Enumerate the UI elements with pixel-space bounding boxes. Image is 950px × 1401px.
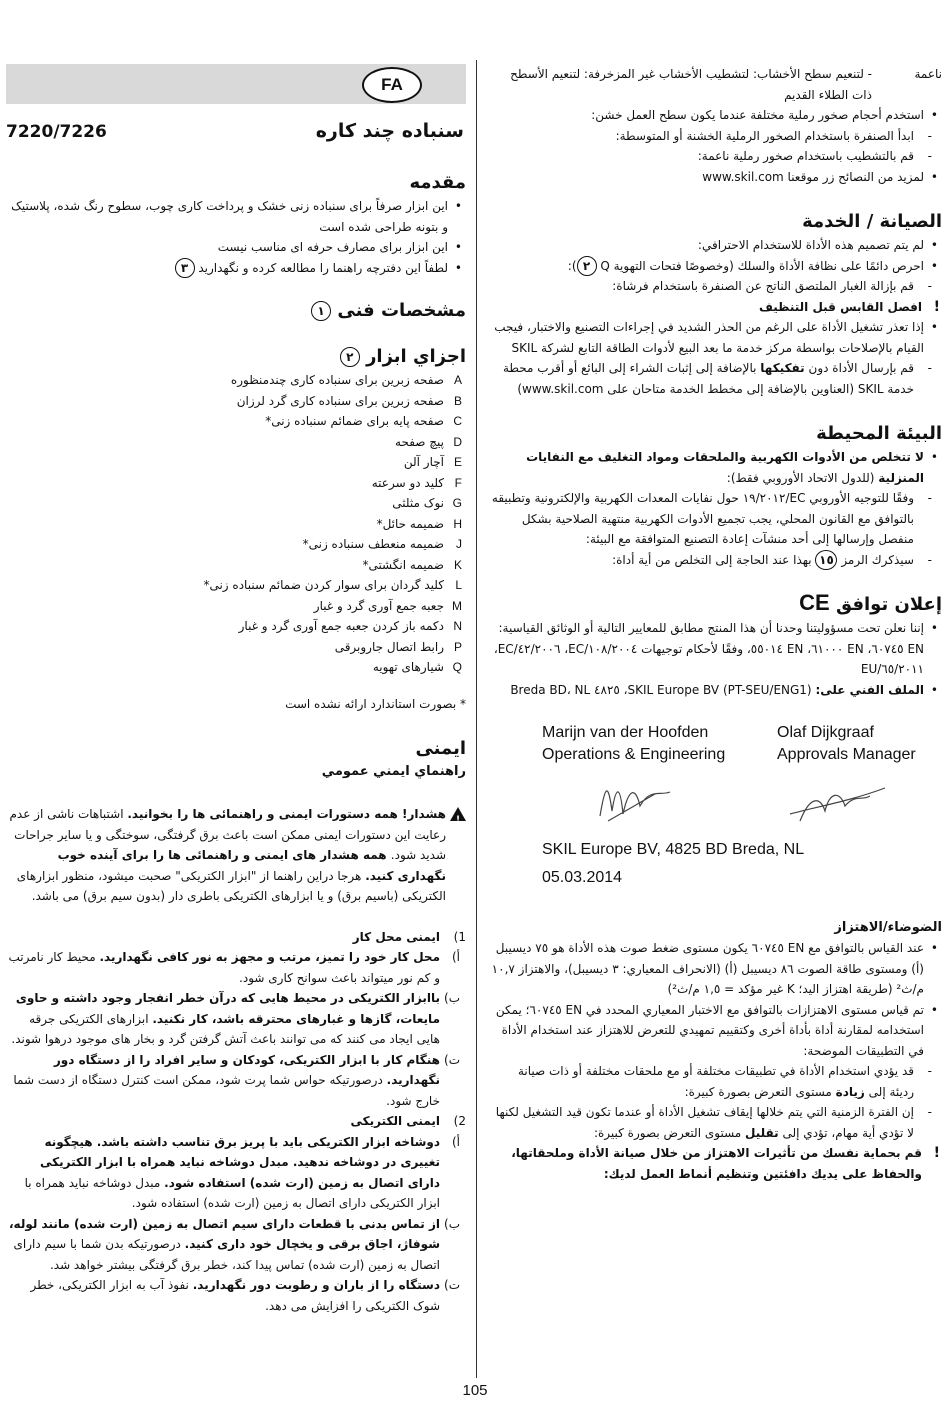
- part-item: [6, 596, 466, 617]
- figure-ref-2: ٢: [577, 256, 597, 276]
- part-label: کلید دو سرعته: [371, 475, 444, 490]
- safety-rule: أ) محل کار خود را تمیز، مرتب و مجهز به نور کافی نگهدارید. محیط کار نامرتب و کم نور میتواند باعث سوانح کاری شود.: [8, 950, 460, 985]
- part-letter: G: [452, 496, 462, 510]
- list-item: - قد يؤدي استخدام الأداة في تطبيقات مختلفة أو مع ملحقات مختلفة أو ذات صيانة رديئة إلى زيادة مستوى التعرض بصورة كبيرة:: [490, 1061, 914, 1102]
- part-letter: K: [453, 557, 462, 572]
- part-item: [6, 370, 466, 391]
- part-letter: M: [452, 598, 462, 613]
- part-item: [6, 493, 466, 514]
- signatory-1-role: Operations & Engineering: [542, 746, 726, 763]
- part-label: صفحه زبرین برای سنباده کاری گرد لرزان: [236, 393, 444, 408]
- list-item: • إذا تعذر تشغيل الأداة على الرغم من الحذر الشديد في إجراءات التصنيع والاختبار، فيجب القيام بالإصلاحات بواسطة مركز خدمة ما بعد البيع لأدوات الطاقة التابع لشركة SKIL: [490, 317, 924, 358]
- part-letter: C: [453, 414, 462, 428]
- work-area-section: 1) ایمنی محل کار: [352, 929, 466, 944]
- column-divider: [476, 60, 477, 1378]
- part-letter: B: [453, 393, 462, 408]
- safety-rule: ت) دستگاه را از باران و رطوبت دور نگهدارید. نفوذ آب به ابزار الکتریکی، خطر شوک الکتریکی را افزایش می دهد.: [30, 1278, 460, 1313]
- part-item: [6, 452, 466, 473]
- left-column: [6, 170, 466, 1316]
- part-label: ضمیمه انگشتی*: [362, 557, 444, 572]
- finish-label: ناعمة: [914, 67, 942, 81]
- company-address: SKIL Europe BV, 4825 BD Breda, NL: [542, 841, 805, 858]
- page-title: سنباده چند کاره: [315, 120, 464, 142]
- list-item: - وفقًا للتوجيه الأوروبي EC/١٩/٢٠١٢ حول نفايات المعدات الكهربية والإلكترونية وتطبيقه بالتوافق مع القانون المحلي، يجب تجميع الأدوات الكهربية منتهية الصلاحية بشكل منفصل وإرسالها إلى أحد منشآت إعادة التصنيع المتوافقة مع البيئة:: [490, 488, 914, 550]
- part-letter: N: [453, 619, 462, 633]
- part-label: ضمیمه منعطف سنباده زنی*: [302, 537, 444, 551]
- signatures: [490, 766, 942, 836]
- signatory-1-name: Marijn van der Hoofden: [542, 724, 709, 741]
- part-item: [6, 575, 466, 596]
- list-item: - سيذكرك الرمز ١٥ بهذا عند الحاجة إلى التخلص من أية أداة:: [490, 550, 914, 571]
- part-letter: Q: [452, 660, 462, 674]
- signatory-2-role: Approvals Manager: [777, 746, 916, 763]
- list-item: [6, 258, 448, 279]
- part-item: [6, 514, 466, 535]
- conformity-heading: إعلان توافق CE: [799, 590, 942, 615]
- part-item: [6, 391, 466, 412]
- part-letter: E: [453, 455, 462, 469]
- electrical-section: 2) ایمنی الکتریکی: [350, 1114, 466, 1128]
- electrical-items: [6, 1132, 466, 1317]
- work-area-items: [6, 947, 466, 1111]
- part-item: [6, 555, 466, 576]
- list-item: • لمزيد من النصائح زر موقعنا www.skil.com: [490, 167, 924, 188]
- part-letter: A: [453, 373, 462, 387]
- list-item: • لم يتم تصميم هذه الأداة للاستخدام الاحترافي:: [490, 235, 924, 256]
- signatories: [490, 722, 942, 766]
- part-letter: P: [453, 639, 462, 654]
- list-item: • استخدم أحجام صخور رملية مختلفة عندما يكون سطح العمل خشن:: [490, 105, 924, 126]
- figure-ref-2: ٢: [340, 347, 360, 367]
- part-label: رابط اتصال جاروبرقی: [334, 639, 444, 654]
- page-number: 105: [462, 1382, 488, 1399]
- parts-heading: اجزاي ابزار ٢: [6, 344, 466, 370]
- part-item: [6, 534, 466, 555]
- declaration-date: 05.03.2014: [542, 869, 623, 886]
- list-item: • تم قياس مستوى الاهتزازات بالتوافق مع الاختبار المعياري المحدد في EN ٦٠٧٤٥؛ يمكن استخدامه لمقارنة أداة بأداة أخرى وكتقييم تمهيدي للتعرض للاهتزاز عند استخدام الأداة في التطبيقات الموضحة:: [490, 1000, 924, 1062]
- part-item: [6, 637, 466, 658]
- finish-list: [490, 105, 942, 126]
- signature-2-icon: [790, 788, 885, 821]
- list-item: • احرص دائمًا على نظافة الأداة والسلك (وخصوصًا فتحات التهوية Q ٢):: [490, 256, 924, 277]
- specs-heading: مشخصات فنی ١: [6, 298, 466, 324]
- warning-triangle-icon: !: [450, 807, 466, 821]
- part-item: [6, 411, 466, 432]
- part-item: [6, 473, 466, 494]
- intro-read-manual: لطفاً این دفترچه راهنما را مطالعه کرده و نگهدارید: [198, 260, 448, 275]
- list-item: • این ابزار صرفاً برای سنباده زنی خشک و پرداخت کاری چوب، سطوح رنگ شده، پلاستیک و بتونه طراحی شده است: [6, 196, 448, 237]
- part-label: کلید گردان برای سوار کردن ضمائم سنباده زنی*: [203, 578, 444, 592]
- parts-list: [6, 370, 466, 678]
- model-number: 7220/7226: [6, 122, 107, 142]
- finish-row: [490, 64, 942, 105]
- part-label: نوک مثلثی: [392, 496, 444, 510]
- ce-mark-icon: CE: [799, 590, 830, 615]
- list-item: • عند القياس بالتوافق مع EN ٦٠٧٤٥ يكون مستوى ضغط صوت هذه الأداة هو ٧٥ ديسيبل (أ) ومستوى طاقة الصوت ٨٦ ديسيبل (أ) (الانحراف المعياري: ٣ ديسيبل)، والاهتزاز ١٠,٧ م/ث² (طريقة اهتزاز اليد؛ K غير مؤكد = ١,٥ م/ث²): [490, 938, 924, 1000]
- vibration-warning: ! قم بحماية نفسك من تأثيرات الاهتزاز من خلال صيانة الأداة وملحقاتها، والحفاظ على يديك دافئتين وتنظيم أنماط العمل لديك:: [490, 1143, 942, 1184]
- list-item: - قم بالتشطيب باستخدام صخور رملية ناعمة:: [490, 146, 914, 167]
- list-item: - إن الفترة الزمنية التي يتم خلالها إيقاف تشغيل الأداة أو عندما تكون قيد التشغيل لكنها لا تؤدي أية مهام، تؤدي إلى تقليل مستوى التعرض بصورة كبيرة:: [490, 1102, 914, 1143]
- part-item: [6, 616, 466, 637]
- part-label: صفحه پایه برای ضمائم سنباده زنی*: [265, 414, 444, 428]
- intro-list: [6, 196, 466, 278]
- list-item: - قم بإزالة الغبار الملتصق الناتج عن الصنفرة باستخدام فرشاة:: [490, 276, 914, 297]
- safety-heading: ایمنی: [415, 738, 466, 759]
- signatory-2-name: Olaf Dijkgraaf: [777, 724, 874, 741]
- language-badge: FA: [362, 67, 422, 103]
- unplug-warning: ! افصل القابس قبل التنظيف: [490, 297, 942, 318]
- part-letter: F: [454, 475, 462, 490]
- service-heading: الصيانة / الخدمة: [802, 211, 942, 232]
- noise-heading: الضوضاء/الاهتزاز: [834, 920, 942, 935]
- safety-rule: أ) دوشاخه ابزار الکتریکی باید با پریز برق تناسب داشته باشد. هیچگونه تغییری در دوشاخه ندهید. مبدل دوشاخه نباید همراه با ابزار الکتریکی دارای اتصال به زمین (ارت شده) استفاده شود. مبدل دوشاخه نباید همراه با ابزار الکتریکی دارای اتصال به زمین (ارت شده) استفاده شود.: [24, 1134, 460, 1210]
- part-label: پیچ صفحه: [395, 434, 444, 449]
- part-letter: D: [453, 434, 462, 449]
- part-item: [6, 657, 466, 678]
- safety-rule: ب) باابزار الکتریکی در محیط هایی که درآن خطر انفجار وجود داشته و حاوی مایعات، گازها و غبارهای محترقه باشد، کار نکنید. ابزارهای الکتریکی جرقه هایی ایجاد می کنند که می توانند باعث آتش گرفتن گرد و بخار های موجود درهوا شوند.: [11, 991, 460, 1046]
- part-label: شیارهای تهویه: [372, 660, 444, 674]
- parts-footnote: * بصورت استاندارد ارائه نشده است: [285, 696, 466, 711]
- part-letter: J: [456, 537, 462, 551]
- environment-heading: البيئة المحيطة: [816, 423, 942, 444]
- signature-images: [490, 766, 942, 836]
- general-warning: ! هشدار! همه دستورات ایمنی و راهنمائی ها را بخوانید. اشتباهات ناشی از عدم رعایت این دستورات ایمنی ممکن است باعث برق گرفتگی، سوختگی و یا سایر جراحات شدید شود. همه هشدار های ایمنی و راهنمائی ها را برای آینده خوب نگهداری کنید. هرجا دراین راهنما از "ابزار الکتریکی" صحبت میشود، منظور ابزارهای الکتریکی (باسیم برق) و یا ابزارهای الکتریکی باطری دار (بدون سیم برق) می باشد.: [6, 804, 466, 907]
- figure-ref-15: ١٥: [815, 550, 837, 570]
- list-item: • لا تتخلص من الأدوات الكهربية والملحقات ومواد التغليف مع النفايات المنزلية (للدول الاتحاد الأوروبي فقط):: [490, 447, 924, 488]
- part-label: آچار آلن: [403, 455, 444, 469]
- signature-1-icon: [600, 791, 670, 821]
- part-letter: L: [455, 578, 462, 592]
- part-label: جعبه جمع آوری گرد و غبار: [313, 598, 444, 613]
- finish-text: - لتنعيم سطح الأخشاب: لتشطيب الأخشاب غير المزخرفة: لتنعيم الأسطح ذات الطلاء القديم: [510, 67, 872, 102]
- figure-ref-1: ١: [311, 301, 331, 321]
- safety-rule: ب) از تماس بدنی با قطعات دارای سیم اتصال به زمین (ارت شده) مانند لوله، شوفاژ، اجاق برقی و یخچال خود داری کنید. درصورتیکه بدن شما با سیم دارای اتصال به زمین (ارت شده) تماس پیدا کند، خطر برق گرفتگی بیشتر خواهد شد.: [8, 1216, 460, 1272]
- part-label: دکمه باز کردن جعبه جمع آوری گرد و غبار: [238, 619, 444, 633]
- list-item: - ابدأ الصنفرة باستخدام الصخور الرملية الخشنة أو المتوسطة:: [490, 126, 914, 147]
- finish-dash-list: [490, 126, 942, 167]
- safety-rule: ت) هنگام کار با ابزار الکتریکی، کودکان و سایر افراد را از دستگاه دور نگهدارید. درصورتیکه حواس شما پرت شود، ممکن است کنترل دستگاه از دست شما خارج شود.: [13, 1052, 460, 1108]
- figure-ref-3: ٣: [175, 258, 195, 278]
- list-item: • الملف الفني على: SKIL Europe BV (PT-SEU/ENG1)، ٤٨٢٥ Breda BD، NL: [490, 680, 924, 701]
- right-column: [490, 64, 942, 1184]
- part-letter: H: [453, 516, 462, 531]
- list-item: • این ابزار برای مصارف حرفه ای مناسب نیست: [6, 237, 448, 258]
- list-item: • إننا نعلن تحت مسؤوليتنا وحدنا أن هذا المنتج مطابق للمعايير التالية أو الوثائق القياسية: EN ٦٠٧٤٥، EN ٦١٠٠٠، EN ٥٥٠١٤، وفقًا لأحكام توجيهات ١٠٨/٢٠٠٤/EC، ٤٢/٢٠٠٦/EC، ٦٥/٢٠١١/EU: [490, 618, 924, 680]
- part-item: [6, 432, 466, 453]
- part-label: ضمیمه حائل*: [376, 516, 444, 531]
- intro-heading: مقدمه: [409, 172, 466, 193]
- list-item: - قم بإرسال الأداة دون تفكيكها بالإضافة إلى إثبات الشراء إلى البائع أو أقرب محطة خدمة SKIL (العناوين بالإضافة إلى مخطط الخدمة متاحان على www.skil.com): [490, 358, 914, 399]
- safety-subheading: راهنماي ایمني عمومي: [321, 764, 466, 779]
- part-label: صفحه زبرین برای سنباده کاری چندمنظوره: [230, 373, 444, 387]
